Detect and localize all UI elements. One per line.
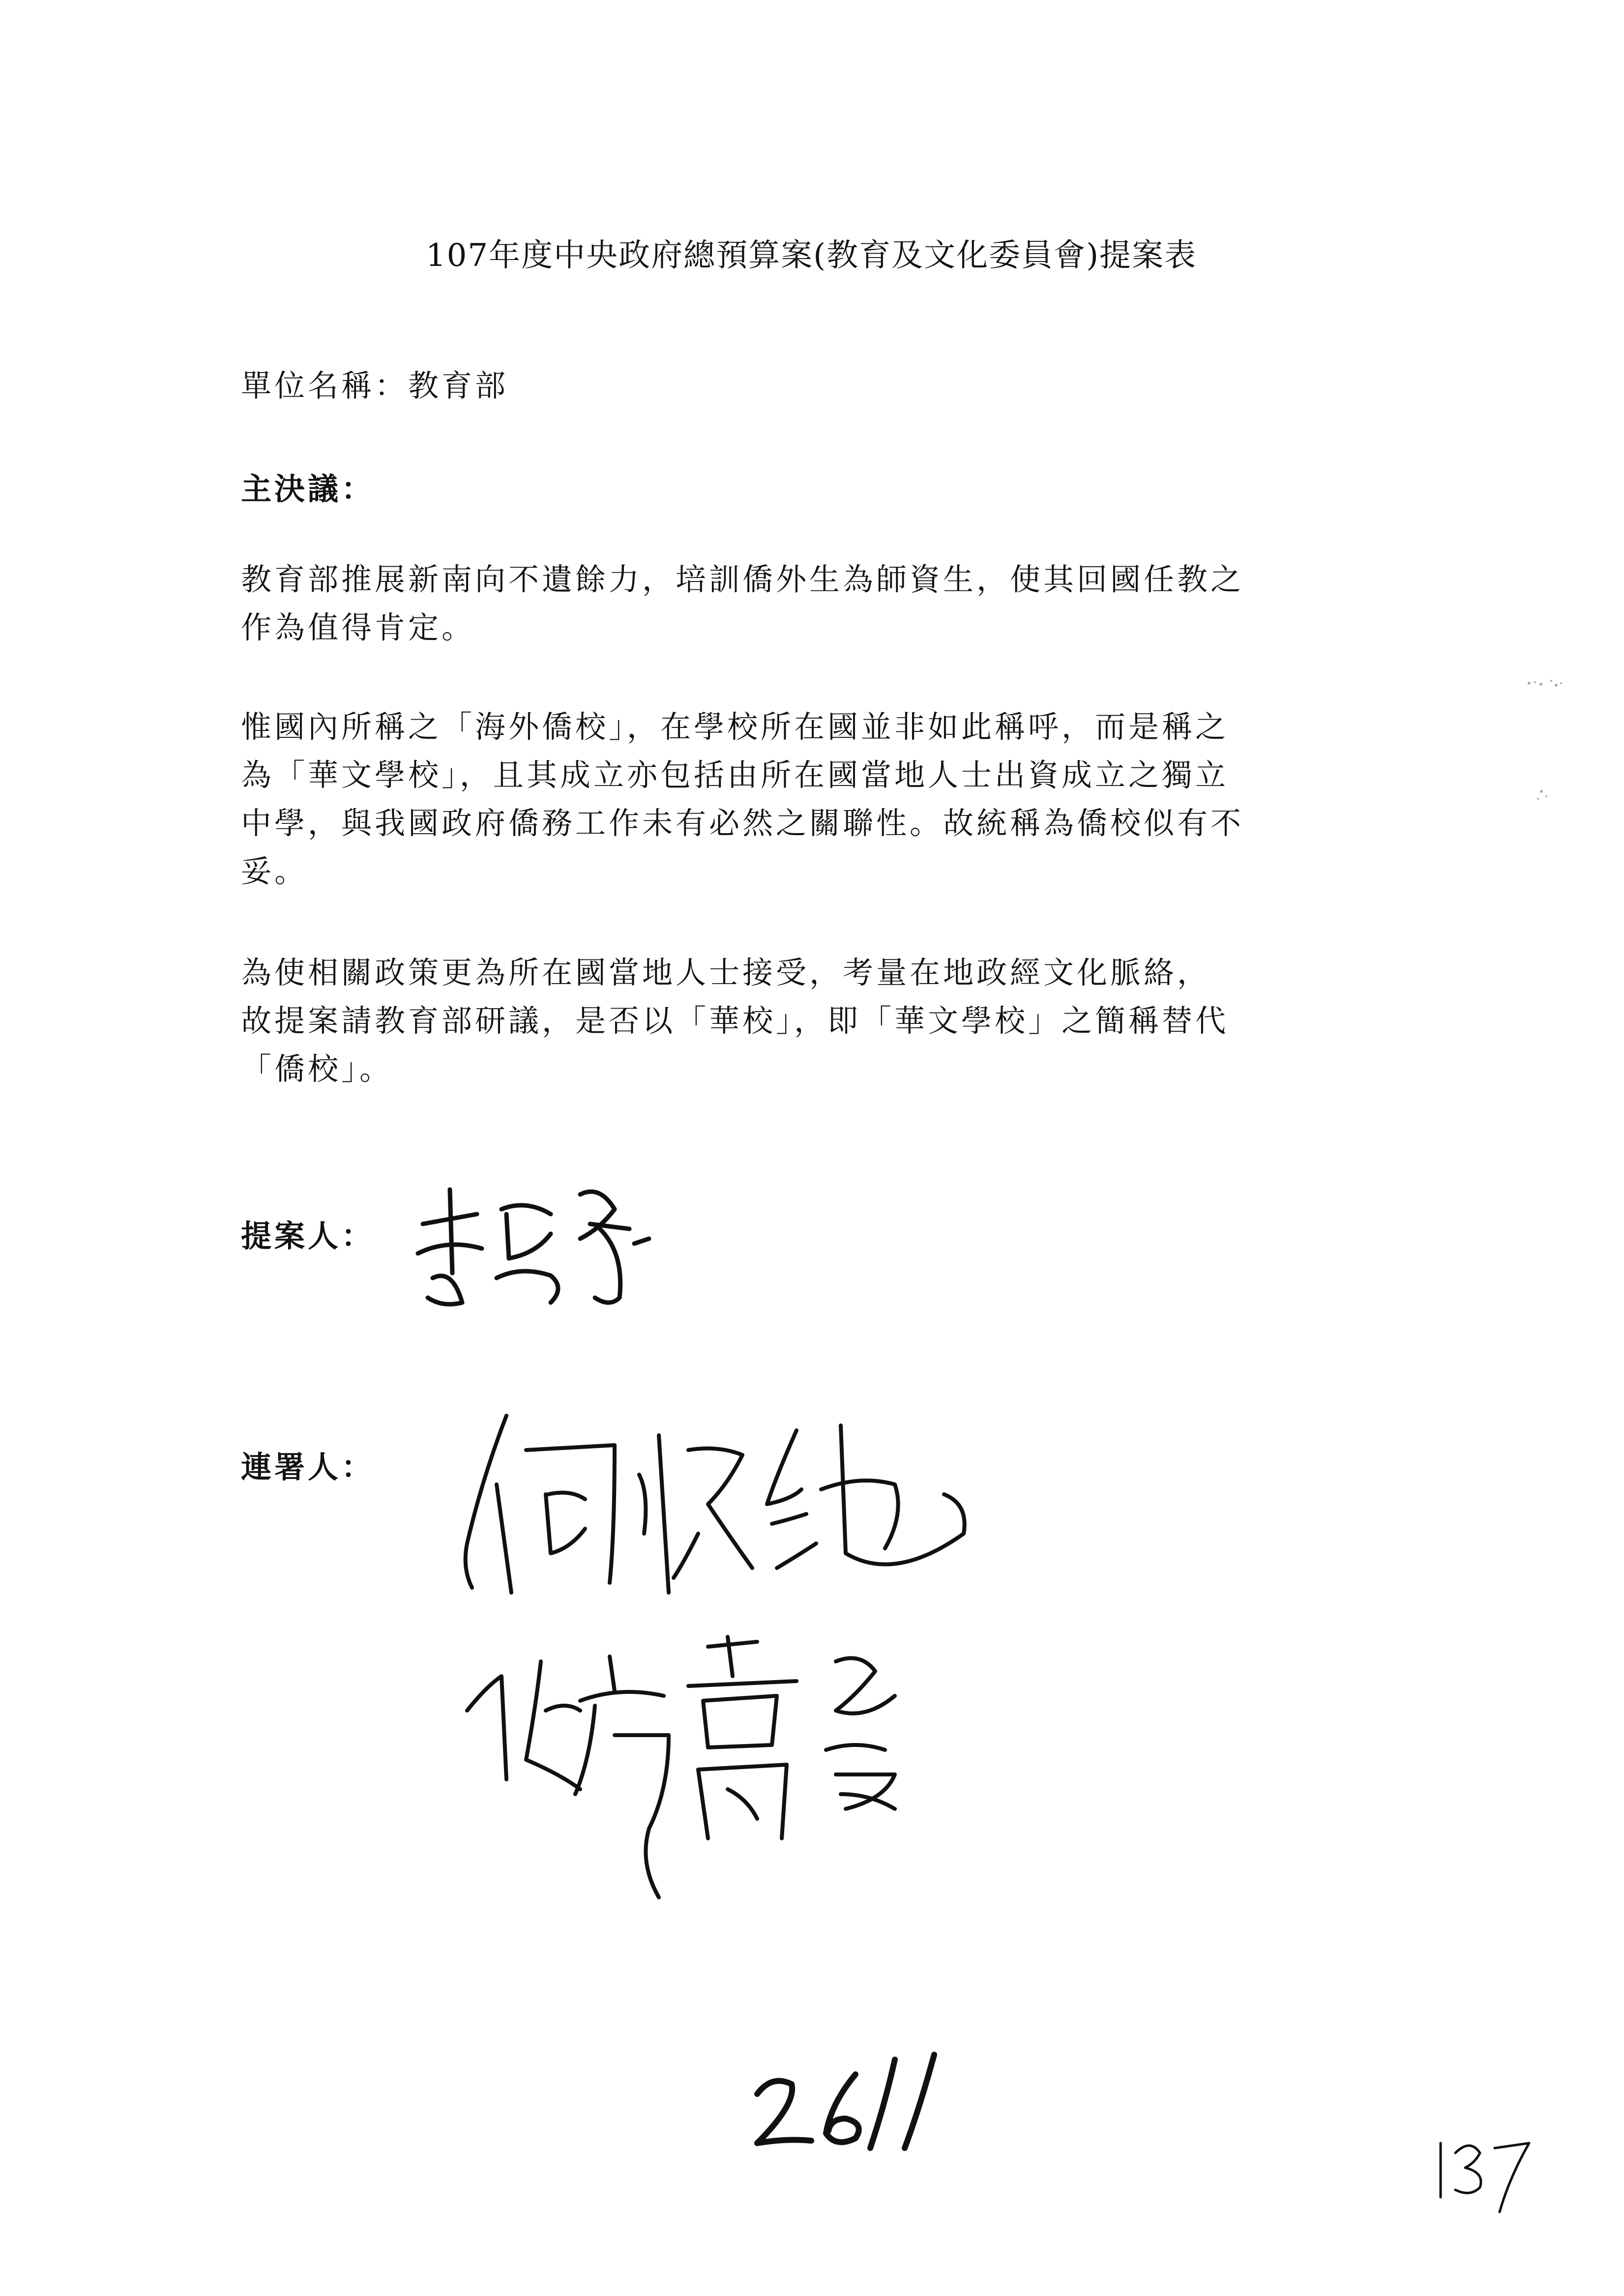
paragraph-line: 教育部推展新南向不遺餘力，培訓僑外生為師資生，使其回國任教之 bbox=[241, 561, 1244, 597]
document-title: 107年度中央政府總預算案(教育及文化委員會)提案表 bbox=[425, 237, 1197, 274]
paragraph-2 bbox=[241, 703, 1387, 896]
proposer-signature bbox=[403, 1155, 679, 1322]
handwritten-corner-number bbox=[1426, 2128, 1544, 2217]
unit-name-line: 單位名稱：教育部 bbox=[241, 368, 509, 404]
paragraph-line: 「僑校」。 bbox=[241, 1051, 393, 1087]
cosigner-signature-2 bbox=[452, 1632, 954, 1907]
paragraph-line: 為使相關政策更為所在國當地人士接受，考量在地政經文化脈絡， bbox=[241, 955, 1211, 990]
paragraph-line: 中學，與我國政府僑務工作未有必然之關聯性。故統稱為僑校似有不 bbox=[241, 805, 1244, 841]
main-resolution-heading: 主決議： bbox=[241, 471, 375, 507]
paragraph-3 bbox=[241, 949, 1387, 1093]
cosigner-label: 連署人： bbox=[241, 1449, 375, 1485]
proposer-label: 提案人： bbox=[241, 1218, 375, 1254]
paragraph-line: 故提案請教育部研議，是否以「華校」，即「華文學校」之簡稱替代 bbox=[241, 1003, 1229, 1039]
paragraph-line: 妥。 bbox=[241, 853, 308, 889]
cosigner-signature-1 bbox=[452, 1406, 974, 1612]
paragraph-line: 作為值得肯定。 bbox=[241, 610, 475, 645]
paragraph-1 bbox=[241, 555, 1387, 652]
scan-artifact bbox=[1524, 673, 1568, 811]
paragraph-line: 為「華文學校」，且其成立亦包括由所在國當地人士出資成立之獨立 bbox=[241, 757, 1229, 793]
paragraph-line: 惟國內所稱之「海外僑校」，在學校所在國並非如此稱呼，而是稱之 bbox=[241, 709, 1229, 745]
handwritten-page-number bbox=[747, 2050, 954, 2153]
